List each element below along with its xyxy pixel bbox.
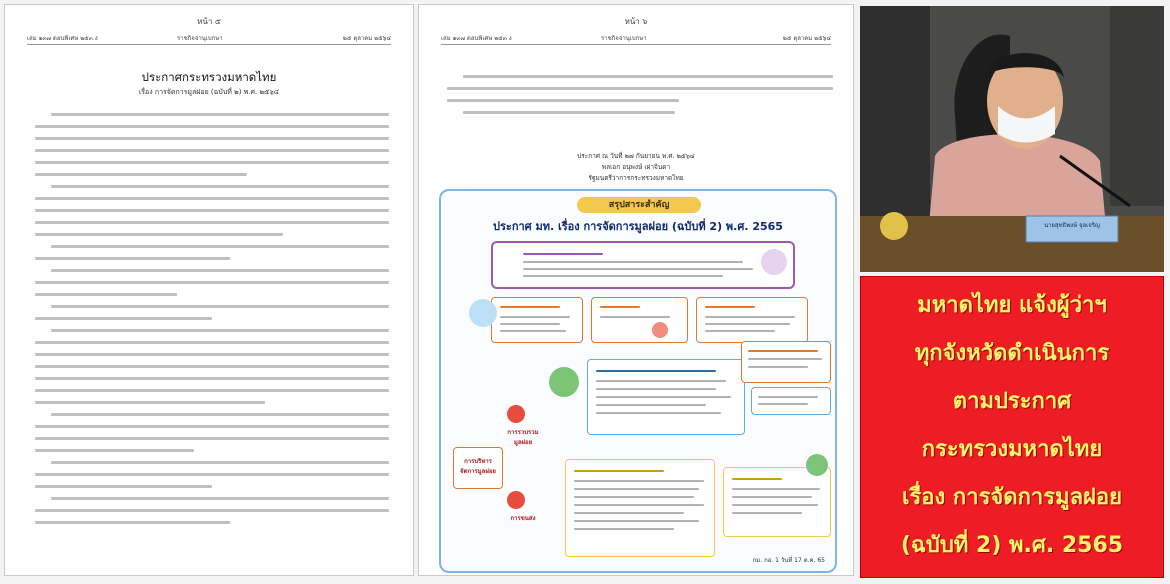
header-gazette: ราชกิจจานุเบกษา bbox=[601, 35, 647, 42]
step-1-detail bbox=[587, 359, 745, 435]
signature-date: ประกาศ ณ วันที่ ๒๗ กันยายน พ.ศ. ๒๕๖๔ bbox=[577, 152, 695, 160]
page-header bbox=[27, 33, 391, 45]
step-2-note bbox=[723, 467, 831, 537]
purpose-box bbox=[491, 241, 795, 289]
info-box-1 bbox=[491, 297, 583, 343]
step-1-marker bbox=[507, 405, 525, 423]
signature-position: รัฐมนตรีว่าการกระทรวงมหาดไทย bbox=[588, 174, 684, 182]
official-photo bbox=[860, 6, 1164, 272]
page-header bbox=[441, 33, 831, 45]
nameplate: นายสุทธิพงษ์ จุลเจริญ bbox=[1043, 222, 1101, 229]
infographic-badge: สรุปสาระสำคัญ bbox=[577, 197, 701, 213]
bin-icon bbox=[469, 299, 497, 327]
header-volume: เล่ม ๑๓๗ ตอนพิเศษ ๒๕๓ ง bbox=[27, 35, 98, 42]
step-2-marker bbox=[507, 491, 525, 509]
step-1-extra bbox=[741, 341, 831, 383]
headline-line-4: กระทรวงมหาดไทย bbox=[921, 437, 1103, 462]
infographic-title: ประกาศ มท. เรื่อง การจัดการมูลฝอย (ฉบับที่ 2) พ.ศ. 2565 bbox=[493, 220, 783, 233]
headline-line-3: ตามประกาศ bbox=[952, 389, 1072, 414]
header-volume: เล่ม ๑๓๗ ตอนพิเศษ ๒๕๓ ง bbox=[441, 35, 512, 42]
body-text-block bbox=[35, 113, 389, 533]
header-date: ๒๕ ตุลาคม ๒๕๖๔ bbox=[342, 35, 391, 42]
official-portrait bbox=[860, 6, 1164, 272]
info-box-3 bbox=[696, 297, 808, 343]
page-number: หน้า ๖ bbox=[624, 17, 648, 26]
summary-infographic bbox=[439, 189, 837, 573]
document-subtitle: เรื่อง การจัดการมูลฝอย (ฉบับที่ ๒) พ.ศ. ๒๕๖๔ bbox=[138, 88, 280, 96]
headline-line-1: มหาดไทย แจ้งผู้ว่าฯ bbox=[917, 293, 1107, 318]
gazette-page-2 bbox=[418, 4, 854, 576]
process-box bbox=[453, 447, 503, 489]
header-gazette: ราชกิจจานุเบกษา bbox=[177, 35, 223, 42]
infographic-footer: กม. กอ. 1 วันที่ 17 ต.ค. 65 bbox=[752, 557, 825, 564]
signature-name: พลเอก อนุพงษ์ เผ่าจินดา bbox=[601, 163, 671, 171]
purpose-icon bbox=[761, 249, 787, 275]
headline-panel bbox=[860, 276, 1164, 578]
headline-line-5: เรื่อง การจัดการมูลฝอย bbox=[901, 485, 1123, 510]
step-2-label: การขนส่ง bbox=[510, 515, 536, 522]
step-2-detail bbox=[565, 459, 715, 557]
header-date: ๒๕ ตุลาคม ๒๕๖๔ bbox=[782, 35, 831, 42]
headline-line-2: ทุกจังหวัดดำเนินการ bbox=[914, 341, 1110, 366]
body-text-block bbox=[447, 75, 833, 123]
step-1-note bbox=[751, 387, 831, 415]
process-label: การบริหารจัดการมูลฝอย bbox=[460, 458, 496, 475]
headline-line-6: (ฉบับที่ 2) พ.ศ. 2565 bbox=[900, 533, 1124, 558]
gazette-page-1 bbox=[4, 4, 414, 576]
page-number: หน้า ๕ bbox=[197, 17, 221, 26]
document-title: ประกาศกระทรวงมหาดไทย bbox=[141, 70, 277, 84]
step-1-label: การรวบรวมมูลฝอย bbox=[507, 429, 539, 446]
info-box-2 bbox=[591, 297, 688, 343]
tree-icon bbox=[549, 367, 579, 397]
